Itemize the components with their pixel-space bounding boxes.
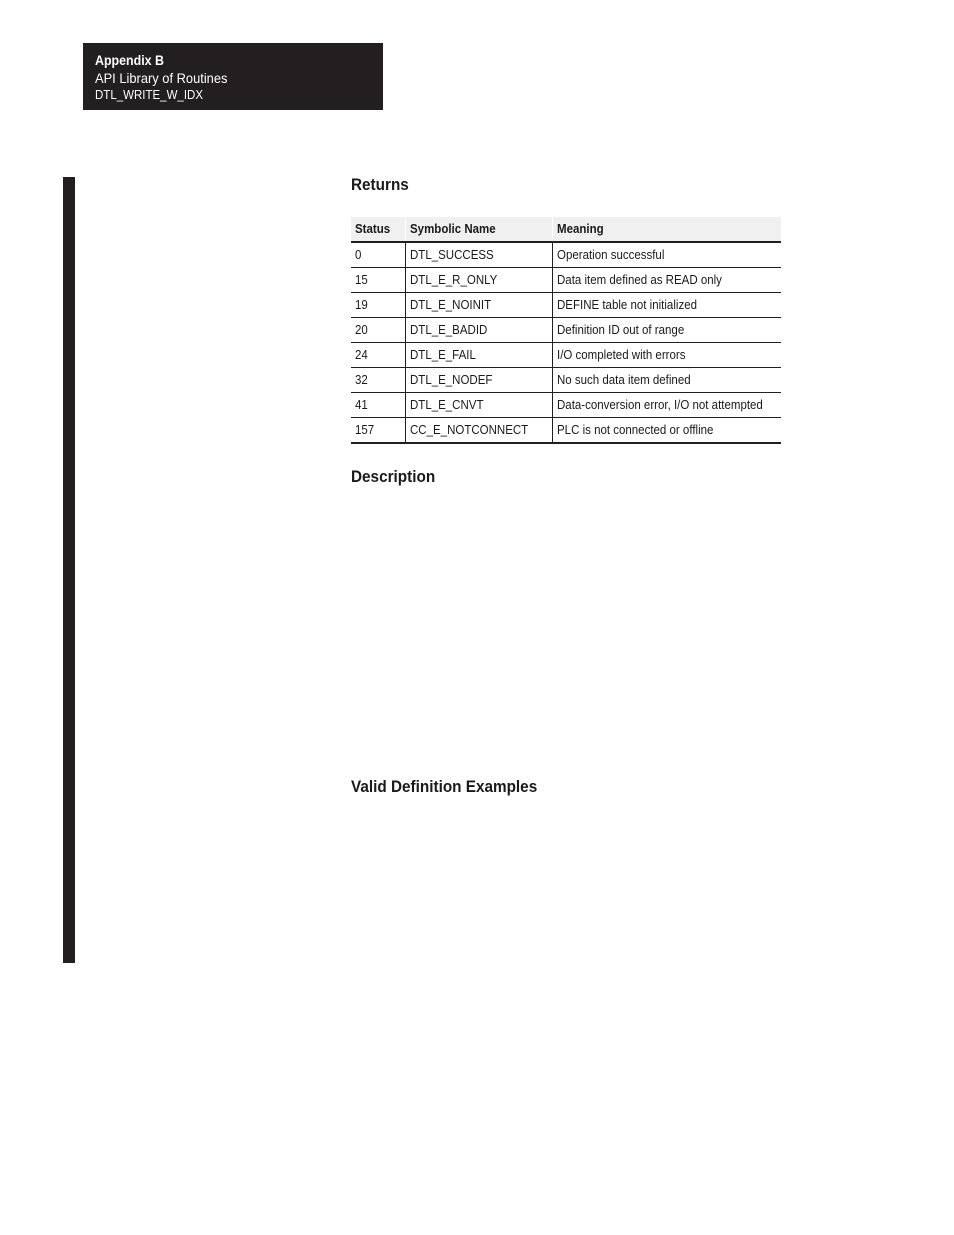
symbolic-name-cell [405,418,552,444]
meaning: DEFINE table not initialized [557,298,698,312]
symbolic-name-cell [405,268,552,293]
column-header-meaning-label: Meaning [557,222,604,236]
symbolic-name-cell [405,368,552,393]
meaning-cell [553,318,781,343]
header-appendix: Appendix B [95,53,165,68]
meaning: Definition ID out of range [557,323,685,337]
status-code: 15 [355,273,368,287]
symbolic-name: CC_E_NOTCONNECT [409,423,529,437]
table-row [351,368,781,393]
symbolic-name: DTL_E_FAIL [409,348,476,362]
table-row [351,343,781,368]
symbolic-name: DTL_SUCCESS [409,248,494,262]
returns-table [351,217,781,444]
valid-definition-examples-heading: Valid Definition Examples [351,777,538,796]
table-row [351,418,781,444]
header-routine: DTL_WRITE_W_IDX [95,88,203,102]
meaning-cell [553,343,781,368]
meaning: Data item defined as READ only [557,273,723,287]
description-heading: Description [351,467,436,486]
change-bar [63,177,75,963]
table-row [351,318,781,343]
symbolic-name: DTL_E_R_ONLY [409,273,498,287]
status-code: 24 [355,348,368,362]
status-cell [351,418,405,444]
meaning-cell [553,418,781,444]
meaning-cell [553,242,781,268]
page-header [83,43,383,110]
column-header-status [351,217,405,242]
status-cell [351,293,405,318]
returns-heading: Returns [351,175,409,194]
status-code: 0 [355,248,362,262]
symbolic-name-cell [405,393,552,418]
symbolic-name: DTL_E_BADID [409,323,488,337]
symbolic-name: DTL_E_NODEF [409,373,493,387]
table-row [351,393,781,418]
status-code: 20 [355,323,368,337]
meaning: Operation successful [557,248,665,262]
meaning: PLC is not connected or offline [557,423,714,437]
status-code: 41 [355,398,368,412]
symbolic-name-cell [405,318,552,343]
column-header-meaning [553,217,781,242]
status-code: 19 [355,298,368,312]
table-row [351,293,781,318]
symbolic-name-cell [405,293,552,318]
meaning-cell [553,268,781,293]
symbolic-name: DTL_E_NOINIT [409,298,492,312]
meaning: I/O completed with errors [557,348,686,362]
status-cell [351,242,405,268]
status-cell [351,343,405,368]
meaning-cell [553,293,781,318]
meaning: Data-conversion error, I/O not attempted [557,398,764,412]
status-code: 157 [355,423,375,437]
status-code: 32 [355,373,368,387]
column-header-symbolic-name-label: Symbolic Name [409,222,496,236]
header-title: API Library of Routines [95,70,228,86]
meaning-cell [553,368,781,393]
status-cell [351,368,405,393]
status-cell [351,268,405,293]
meaning-cell [553,393,781,418]
status-cell [351,318,405,343]
table-row [351,242,781,268]
symbolic-name-cell [405,343,552,368]
column-header-symbolic-name [405,217,552,242]
symbolic-name: DTL_E_CNVT [409,398,484,412]
table-header-row [351,217,781,242]
table-row [351,268,781,293]
symbolic-name-cell [405,242,552,268]
column-header-status-label: Status [355,222,391,236]
meaning: No such data item defined [557,373,691,387]
status-cell [351,393,405,418]
